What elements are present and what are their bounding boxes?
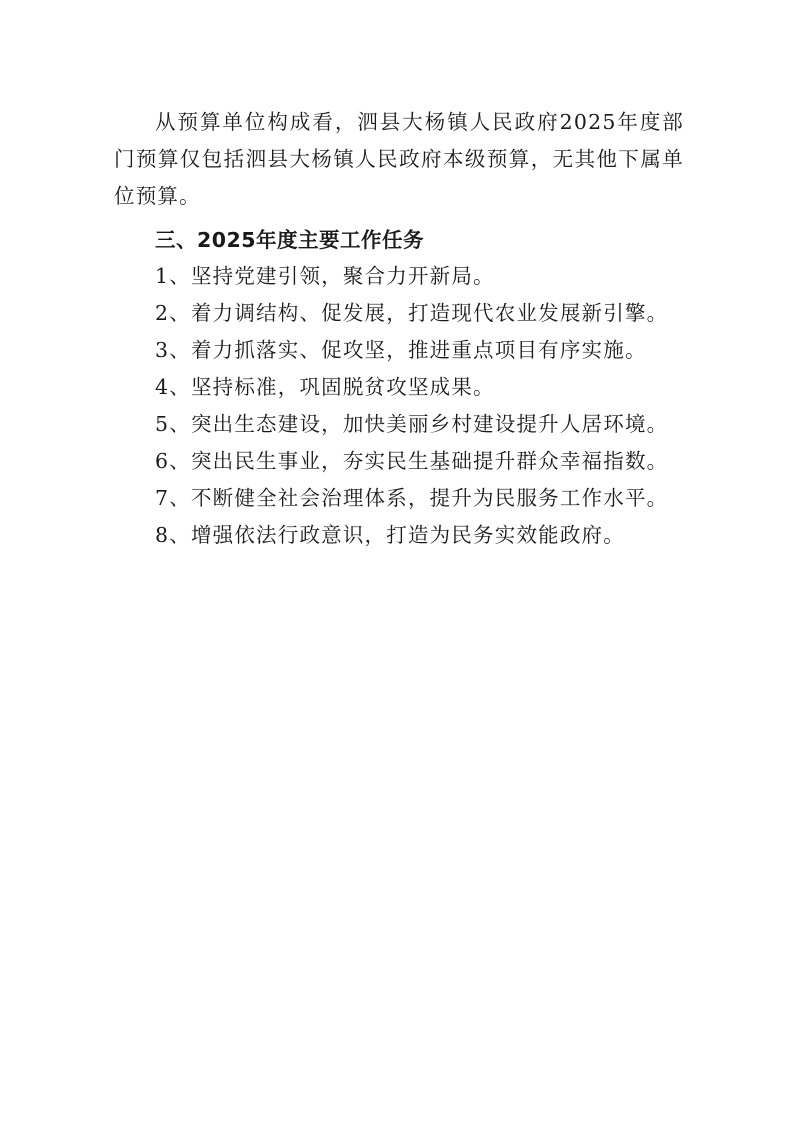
task-item: 5、突出生态建设，加快美丽乡村建设提升人居环境。: [155, 412, 669, 436]
budget-unit-paragraph: 从预算单位构成看，泗县大杨镇人民政府2025年度部门预算仅包括泗县大杨镇人民政府本级预算，无其他下属单位预算。: [114, 110, 684, 208]
task-item: 3、着力抓落实、促攻坚，推进重点项目有序实施。: [155, 338, 647, 362]
task-item: 1、坚持党建引领，聚合力开新局。: [155, 264, 495, 288]
task-item: 8、增强依法行政意识，打造为民务实效能政府。: [155, 523, 625, 547]
task-item: 2、着力调结构、促发展，打造现代农业发展新引擎。: [155, 301, 669, 325]
task-list: [155, 258, 668, 554]
task-item: 7、不断健全社会治理体系，提升为民服务工作水平。: [155, 486, 669, 510]
task-item: 6、突出民生事业，夯实民生基础提升群众幸福指数。: [155, 449, 669, 473]
task-item: 4、坚持标准，巩固脱贫攻坚成果。: [155, 375, 495, 399]
section-heading: 三、2025年度主要工作任务: [155, 228, 425, 252]
